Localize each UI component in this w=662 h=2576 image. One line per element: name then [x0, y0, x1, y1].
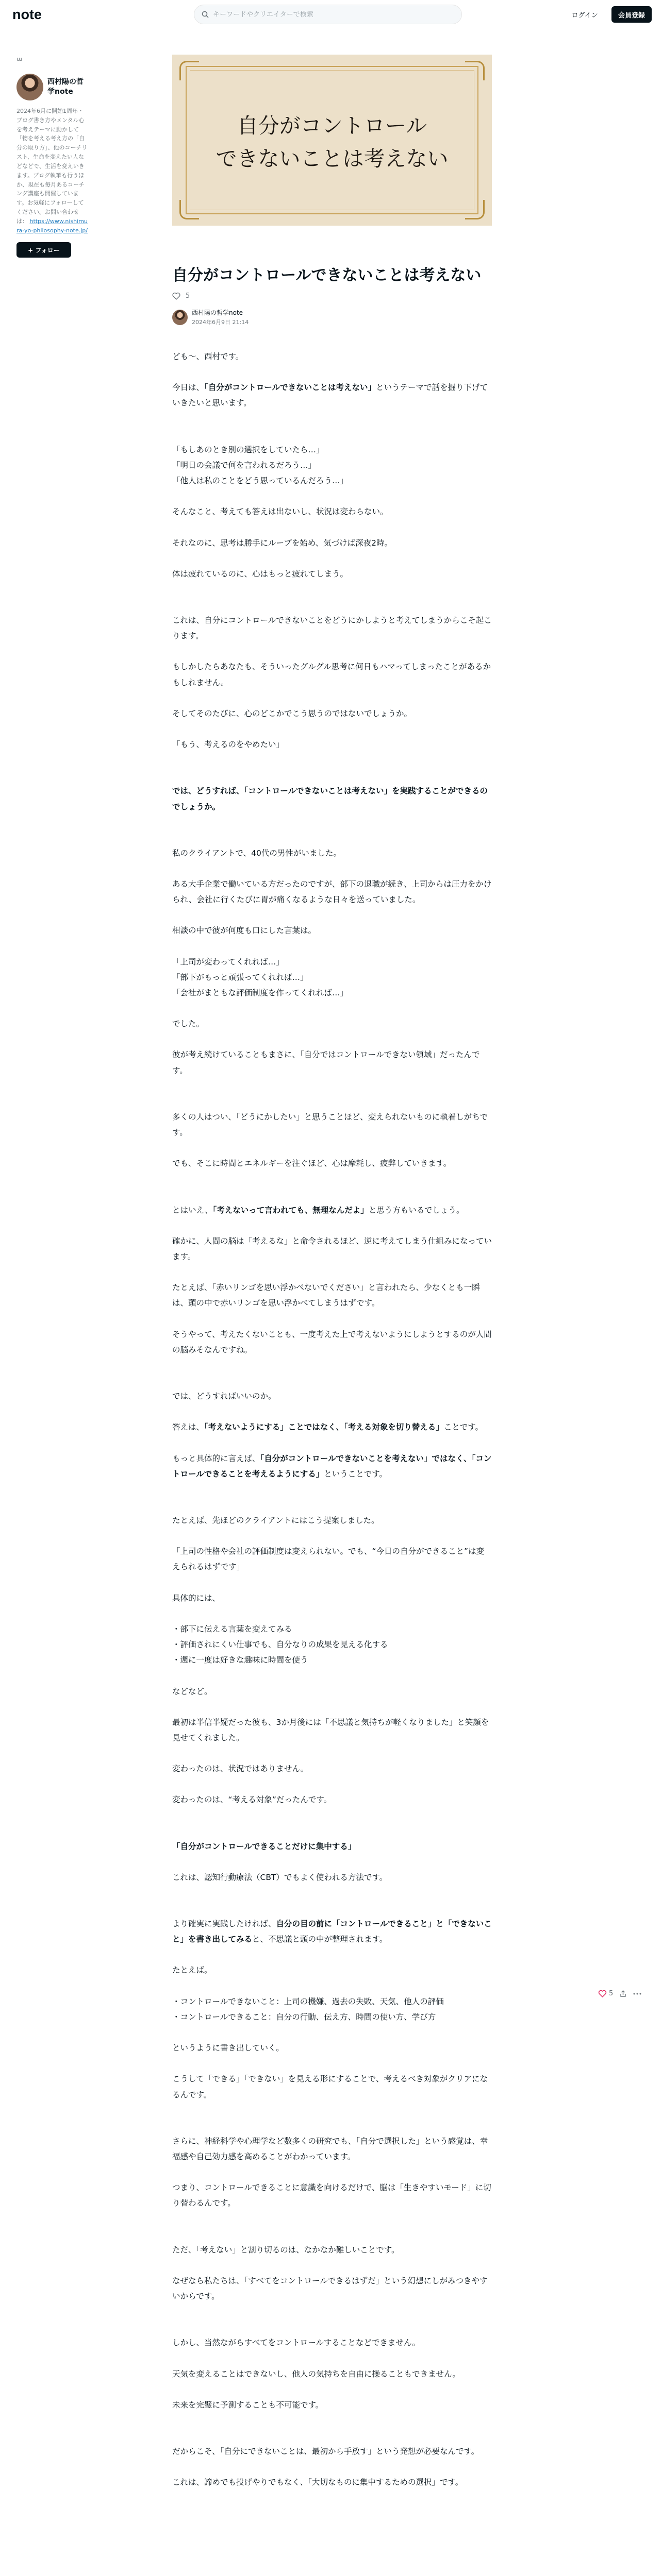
sidebar-bio: [16, 107, 89, 235]
search-icon: [202, 11, 209, 18]
site-header: [0, 0, 662, 29]
article-paragraph: 多くの人はつい、「どうにかしたい」と思うことほど、変えられないものに執着しがちです。: [172, 1112, 488, 1138]
article-paragraph: そんなこと、考えても答えは出ないし、状況は変わらない。: [172, 507, 388, 517]
article-paragraph: そうやって、考えたくないことも、一度考えた上で考えないようにしようとするのが人間の脳みそなんですね。: [172, 1329, 492, 1354]
article-paragraph: ども～、西村です。: [172, 352, 244, 361]
paragraph-spacer: [172, 2118, 492, 2133]
sidebar-label: ɯ: [16, 56, 22, 62]
note-logo[interactable]: [12, 7, 69, 22]
article-paragraph: ある大手企業で働いている方だったのですが、部下の退職が続き、上司からは圧力をかけられ、会社に行くたびに胃が痛くなるような日々を送っていました。: [172, 879, 492, 905]
paragraph-spacer: [172, 1497, 492, 1513]
article-paragraph: 最初は半信半疑だった彼も、3か月後には「不思議と気持ちが軽くなりました」と笑顔を見せてくれました。: [172, 1717, 489, 1742]
article-paragraph: たとえば、「赤いリンゴを思い浮かべないでください」と言われたら、少なくとも一瞬は、頭の中で赤いリンゴを思い浮かべてしまうはずです。: [172, 1283, 480, 1308]
article-body: [172, 349, 492, 2490]
emphasis-text: 「考えないようにする」ことではなく、「考える対象を切り替える」: [204, 1422, 444, 1432]
hero-caption: [172, 109, 492, 175]
article-paragraph: さらに、神経科学や心理学など数多くの研究でも、「自分で選択した」という感覚は、幸福感や自己効力感を高めることがわかっています。: [172, 2136, 488, 2161]
article-paragraph: では、どうすればいいのか。: [172, 1392, 276, 1401]
paragraph-spacer: [172, 1094, 492, 1109]
article-paragraph: でも、そこに時間とエネルギーを注ぐほど、心は摩耗し、疲弊していきます。: [172, 1159, 452, 1168]
share-icon[interactable]: [619, 1990, 627, 1997]
paragraph-spacer: [172, 2428, 492, 2444]
article-title: 自分がコントロールできないことは考えない: [172, 266, 482, 284]
article-paragraph: 変わったのは、“考える対象”だったんです。: [172, 1795, 332, 1805]
article-paragraph: もしかしたらあなたも、そういったグルグル思考に何日もハマってしまったことがあるかもしれません。: [172, 662, 491, 687]
heart-icon[interactable]: [172, 292, 180, 300]
like-row: [172, 292, 492, 300]
article-paragraph: もっと具体的に言えば、「自分がコントロールできないことを考えない」ではなく、「コントロールできることを考えるようにする」ということです。: [172, 1453, 492, 1479]
author-meta: [192, 308, 249, 326]
article-paragraph: なぜなら私たちは、「すべてをコントロールできるはずだ」という幻想にしがみつきやすいからです。: [172, 2276, 488, 2301]
sidebar-bio-link[interactable]: https://www.nishimura-yo-philosophy-note.jp/: [16, 217, 88, 234]
article-paragraph: [172, 783, 492, 814]
search-box[interactable]: [194, 5, 462, 24]
article-paragraph: 「上司の性格や会社の評価制度は変えられない。でも、“今日の自分ができること”は変えられるはずです」: [172, 1547, 485, 1572]
article-paragraph: 今日は、「自分がコントロールできないことは考えない」というテーマで話を掘り下げていきたいと思います。: [172, 383, 488, 408]
article-paragraph: 未来を完璧に予測することも不可能です。: [172, 2400, 324, 2410]
avatar[interactable]: [172, 310, 188, 325]
hero-caption-line: できないことは考えない: [216, 146, 449, 171]
sidebar-bio-text: 2024年6月に開始1周年・ブログ書き方やメンタル心を考えテーマに動かして「物を考える考え方の「自分の取り方」、他のコーチリスト、生命を変えたい人などなどで、生活を変えいきます。ブログ執筆も行うほか、現在も毎月あるコーチング講座も開催しています。お気軽にフォローしてください。お問い合わせは：: [16, 108, 88, 225]
article-paragraph: しかし、当然ながらすべてをコントロールすることなどできません。: [172, 2338, 420, 2348]
article-paragraph: 相談の中で彼が何度も口にした言葉は。: [172, 926, 317, 936]
article-paragraph: [172, 1839, 492, 1854]
emphasis-text: 「考えないって言われても、無理なんだよ」: [212, 1205, 369, 1215]
corner-ornament: [179, 61, 199, 80]
publish-date: 2024年6月9日 21:14: [192, 319, 249, 326]
article-paragraph: でした。: [172, 1019, 205, 1029]
article-paragraph: これは、諦めでも投げやりでもなく、「大切なものに集中するための選択」です。: [172, 2478, 464, 2487]
article-paragraph: 変わったのは、状況ではありません。: [172, 1764, 309, 1774]
svg-text:note: note: [12, 7, 42, 22]
floating-actions: [598, 1990, 641, 1997]
paragraph-spacer: [172, 1373, 492, 1388]
follow-button[interactable]: + フォロー: [16, 242, 71, 258]
paragraph-spacer: [172, 768, 492, 783]
article-paragraph: それなのに、思考は勝手にループを始め、気づけば深夜2時。: [172, 538, 392, 548]
like-count: 5: [609, 1990, 614, 1997]
paragraph-spacer: [172, 597, 492, 613]
article-paragraph: 答えは、「考えないようにする」ことではなく、「考える対象を切り替える」ことです。: [172, 1422, 483, 1432]
author-row: [172, 308, 492, 326]
corner-ornament: [465, 61, 485, 80]
article-paragraph: ・部下に伝える言葉を変えてみる ・評価されにくい仕事でも、自分なりの成果を見える化する ・週に一度は好きな趣味に時間を使う: [172, 1624, 388, 1665]
article-paragraph: 「もう、考えるのをやめたい」: [172, 740, 285, 750]
author-sidebar: [16, 56, 89, 258]
emphasis-text: では、どうすれば、「コントロールできないことは考えない」を実践することができるのでしょうか。: [172, 786, 488, 811]
emphasis-text: 「自分がコントロールできないことは考えない」: [204, 383, 376, 393]
article-paragraph: これは、自分にコントロールできないことをどうにかしようと考えてしまうからこそ起こります。: [172, 615, 492, 641]
article-paragraph: 私のクライアントで、40代の男性がいました。: [172, 848, 341, 858]
article-paragraph: などなど。: [172, 1686, 212, 1696]
article-paragraph: とはいえ、「考えないって言われても、無理なんだよ」と思う方もいるでしょう。: [172, 1205, 465, 1215]
paragraph-spacer: [172, 1823, 492, 1839]
heart-icon[interactable]: [598, 1990, 607, 1997]
emphasis-text: 自分の目の前に「コントロールできること」と「できないこと」を書き出してみる: [172, 1919, 492, 1944]
paragraph-spacer: [172, 830, 492, 845]
article-paragraph: つまり、コントロールできることに意識を向けるだけで、脳は「生きやすいモード」に切り替わるんです。: [172, 2183, 491, 2208]
hero-caption-line: 自分がコントロール: [237, 113, 427, 138]
paragraph-spacer: [172, 1901, 492, 1916]
paragraph-spacer: [172, 1187, 492, 1202]
article-main: [172, 55, 492, 2505]
article-paragraph: ・コントロールできないこと：上司の機嫌、過去の失敗、天気、他人の評価 ・コントロールできること：自分の行動、伝え方、時間の使い方、学び方: [172, 1996, 444, 2022]
author-name[interactable]: 西村陽の哲学note: [192, 309, 243, 316]
article-paragraph: 確かに、人間の脳は「考えるな」と命令されるほど、逆に考えてしまう仕組みになっています。: [172, 1236, 492, 1261]
like-count: 5: [186, 292, 190, 300]
paragraph-spacer: [172, 427, 492, 442]
article-paragraph: そしてそのたびに、心のどこかでこう思うのではないでしょうか。: [172, 708, 412, 718]
paragraph-spacer: [172, 2227, 492, 2242]
article-paragraph: これは、認知行動療法（CBT）でもよく使われる方法です。: [172, 1872, 388, 1882]
like-action[interactable]: [598, 1990, 613, 1997]
article-paragraph: 具体的には、: [172, 1593, 221, 1603]
corner-ornament: [179, 200, 199, 219]
sidebar-author-name[interactable]: 西村陽の哲学note: [47, 78, 84, 96]
article-paragraph: 「もしあのとき別の選択をしていたら…」 「明日の会議で何を言われるだろう…」 「他人は私のことをどう思っているんだろう…」: [172, 445, 349, 486]
article-paragraph: こうして「できる」「できない」を見える形にすることで、考えるべき対象がクリアになるんです。: [172, 2074, 488, 2099]
article-paragraph: 「上司が変わってくれれば…」 「部下がもっと頑張ってくれれば…」 「会社がまともな評価制度を作ってくれれば…」: [172, 957, 349, 998]
sidebar-author[interactable]: [16, 74, 89, 100]
article-paragraph: より確実に実践したければ、自分の目の前に「コントロールできること」と「できないこと」を書き出してみると、不思議と頭の中が整理されます。: [172, 1919, 492, 1944]
article-paragraph: たとえば、先ほどのクライアントにはこう提案しました。: [172, 1515, 379, 1525]
article-paragraph: 彼が考え続けていることもまさに、「自分ではコントロールできない領域」だったんです。: [172, 1050, 480, 1075]
emphasis-text: 「自分がコントロールできないことを考えない」ではなく、「コントロールできることを考えるようにする」: [172, 1453, 492, 1479]
login-button[interactable]: ログイン: [559, 6, 610, 23]
article-paragraph: ただ、「考えない」と割り切るのは、なかなか難しいことです。: [172, 2245, 400, 2255]
paragraph-spacer: [172, 2319, 492, 2335]
more-icon[interactable]: [633, 1993, 641, 1995]
search-input[interactable]: [213, 11, 440, 19]
hero-image: [172, 55, 492, 226]
article-paragraph: だからこそ、「自分にできないことは、最初から手放す」という発想が必要なんです。: [172, 2446, 479, 2456]
article-paragraph: 体は疲れているのに、心はもっと疲れてしまう。: [172, 569, 349, 579]
signup-button[interactable]: 会員登録: [611, 6, 652, 23]
article-paragraph: 天気を変えることはできないし、他人の気持ちを自由に操ることもできません。: [172, 2369, 460, 2379]
avatar[interactable]: [16, 74, 43, 100]
emphasis-text: 「自分がコントロールできることだけに集中する」: [172, 1841, 356, 1851]
article-paragraph: というように書き出していく。: [172, 2043, 284, 2053]
corner-ornament: [465, 200, 485, 219]
article-paragraph: たとえば。: [172, 1965, 212, 1975]
